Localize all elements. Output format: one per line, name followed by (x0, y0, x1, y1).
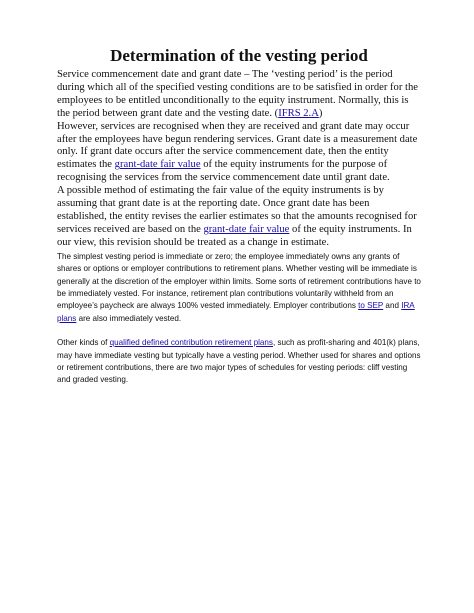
paragraph-other-plans (57, 337, 421, 387)
sans-section (57, 251, 421, 387)
paragraph-vesting-definition (57, 69, 421, 121)
sep-link[interactable]: to SEP (358, 301, 384, 311)
paragraph-services-recognised (57, 121, 421, 186)
paragraph-estimation-method (57, 185, 421, 250)
grant-date-fair-value-link[interactable]: grant-date fair value (114, 159, 201, 171)
paragraph-text: of the equity instruments for the purpose of recognising the services from the service commencement date until grant date. (57, 159, 390, 184)
document-page (57, 46, 421, 387)
paragraph-text: Service commencement date and grant date – The ‘vesting period’ is the period during which all of the specified vesting conditions are to be satisfied in order for the employees to be entitled unconditionally to the equity instrument. Normally, this is the period between grant date and the vesting date. ( (57, 69, 418, 119)
ira-plans-link[interactable]: IRA plans (57, 301, 415, 323)
paragraph-text: , such as profit-sharing and 401(k) plans, may have immediate vesting but typically have a vesting period. Whether used for shares and options or retirement contributions, there are two major types of schedules for vesting periods: cliff vesting and graded vesting. (57, 338, 421, 385)
page-title: Determination of the vesting period (110, 46, 368, 65)
paragraph-text: Other kinds of (57, 338, 110, 348)
qualified-plans-link[interactable]: qualified defined contribution retirement plans (109, 338, 273, 348)
paragraph-text: and (383, 301, 402, 311)
ifrs-reference-link[interactable]: IFRS 2.A (278, 107, 319, 119)
grant-date-fair-value-link[interactable]: grant-date fair value (203, 223, 290, 235)
serif-section (57, 69, 421, 250)
paragraph-text: ) (318, 107, 323, 119)
paragraph-text: are also immediately vested. (76, 313, 182, 323)
paragraph-immediate-vesting (57, 251, 421, 325)
paragraph-text: However, services are recognised when they are received and grant date may occur after the employees have begun rendering services. Grant date is a measurement date only. If grant date occurs after the service commencement date, then the entity estimates the (57, 120, 418, 171)
paragraph-text: A possible method of estimating the fair value of the equity instruments is by assuming that grant date is at the reporting date. Once grant date has been established, the entity revises the earlier estimates so that the amounts recognised for services received are based on the (57, 185, 417, 235)
paragraph-text: The simplest vesting period is immediate or zero; the employee immediately owns any grants of shares or options or employer contributions to retirement plans. Whether vesting will be immediate is generally at the discretion of the employer within limits. Some sorts of retirement contributions have to be immediately vested. For instance, retirement plan contributions voluntarily withheld from an employee’s paycheck are always 100% vested immediately. Employer contributions (57, 251, 421, 311)
paragraph-text: of the equity instruments. In our view, this revision should be treated as a change in estimate. (57, 223, 412, 248)
